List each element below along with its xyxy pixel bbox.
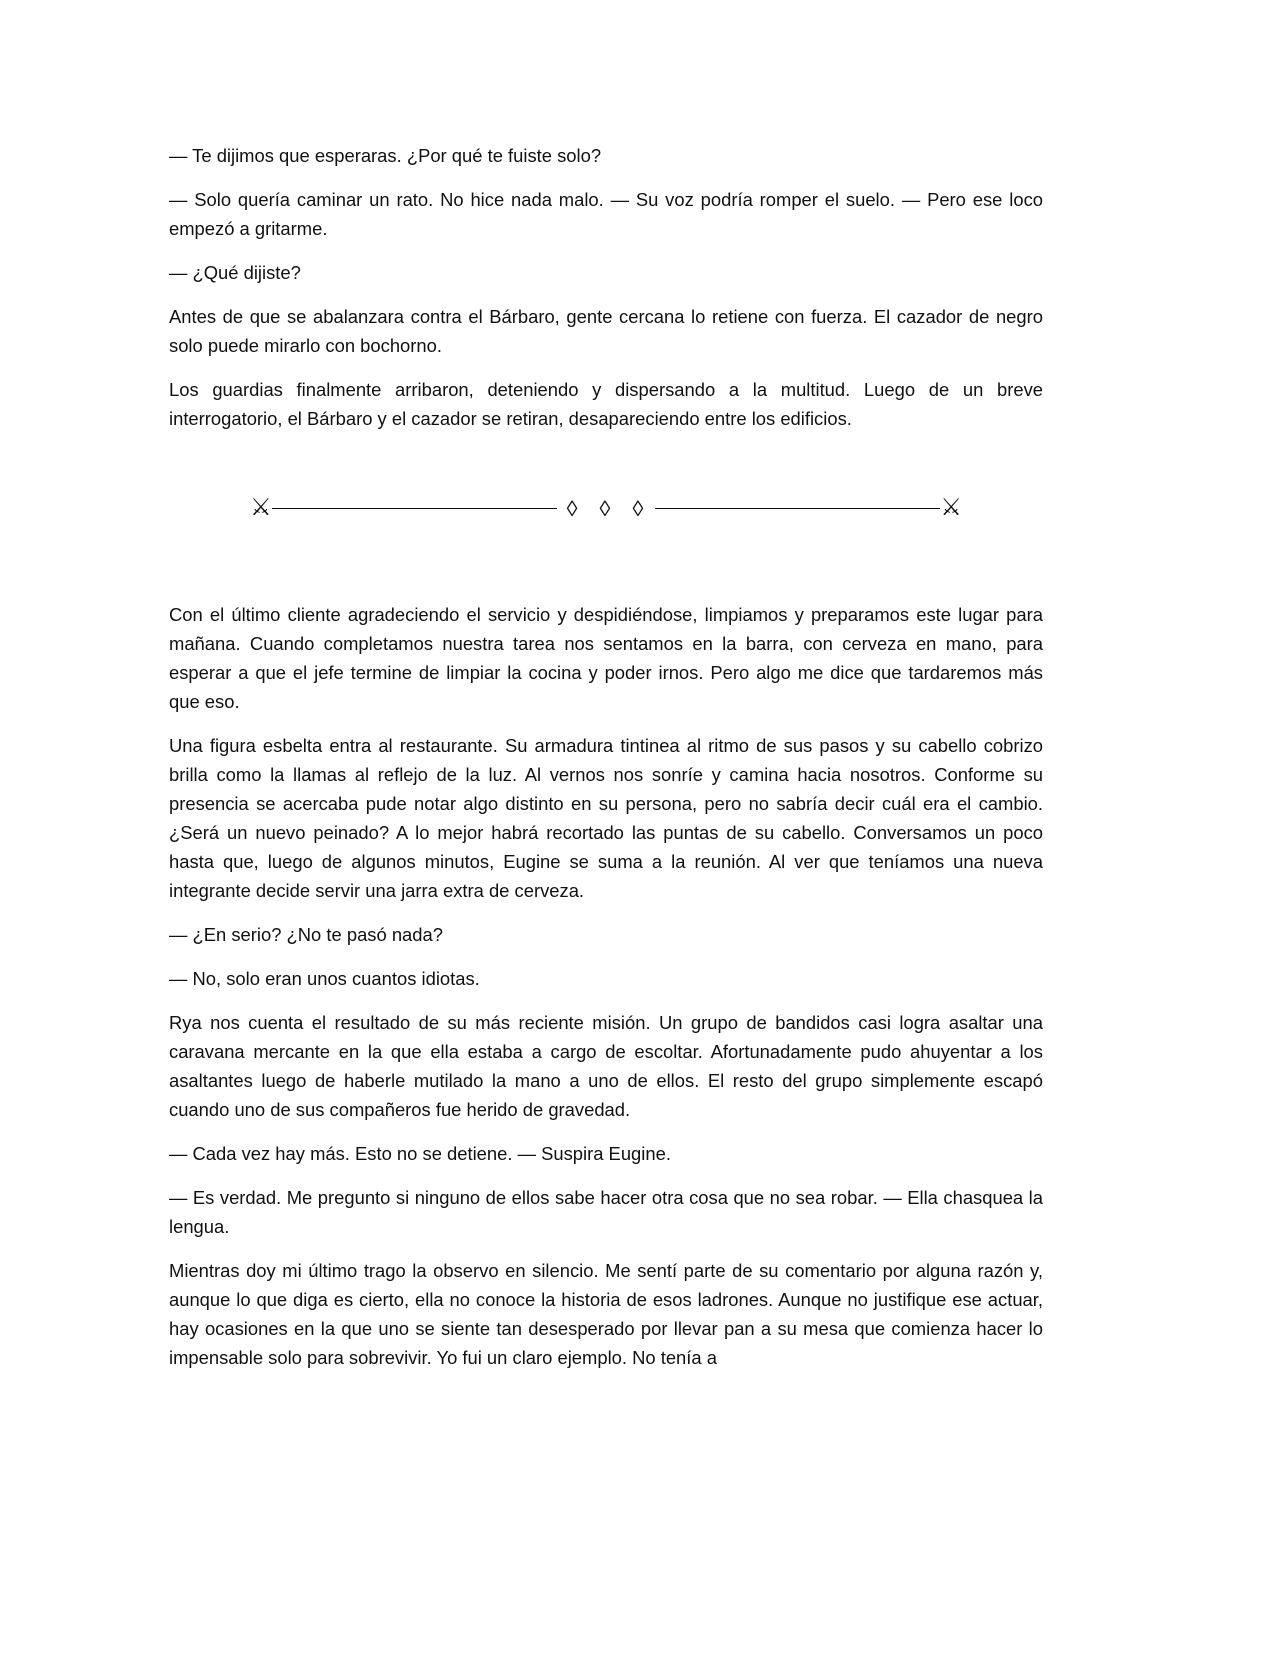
divider-line	[272, 508, 557, 509]
paragraph: Los guardias finalmente arribaron, deteniendo y dispersando a la multitud. Luego de un breve interrogatorio, el Bárbaro y el cazador se retiran, desapareciendo entre los edificios.	[169, 379, 1043, 429]
paragraph: Con el último cliente agradeciendo el servicio y despidiéndose, limpiamos y preparamos este lugar para mañana. Cuando completamos nuestra tarea nos sentamos en la barra, con cerveza en mano, para esperar a que el jefe termine de limpiar la cocina y poder irnos. Pero algo me dice que tardaremos más que eso.	[169, 604, 1043, 712]
paragraph: Mientras doy mi último trago la observo en silencio. Me sentí parte de su comentario por alguna razón y, aunque lo que diga es cierto, ella no conoce la historia de esos ladrones. Aunque no justifique ese actuar, hay ocasiones en la que uno se siente tan desesperado por llevar pan a su mesa que comienza hacer lo impensable solo para sobrevivir. Yo fui un claro ejemplo. No tenía a	[169, 1260, 1043, 1368]
paragraph: — Solo quería caminar un rato. No hice nada malo. — Su voz podría romper el suelo. — Pero ese loco empezó a gritarme.	[169, 189, 1043, 239]
paragraph: Rya nos cuenta el resultado de su más reciente misión. Un grupo de bandidos casi logra asaltar una caravana mercante en la que ella estaba a cargo de escoltar. Afortunadamente pudo ahuyentar a los asaltantes luego de haberle mutilado la mano a uno de ellos. El resto del grupo simplemente escapó cuando uno de sus compañeros fue herido de gravedad.	[169, 1012, 1043, 1120]
paragraph: — ¿Qué dijiste?	[169, 262, 301, 283]
diamond-ornament: ◊ ◊ ◊	[566, 495, 652, 521]
paragraph: — ¿En serio? ¿No te pasó nada?	[169, 924, 443, 945]
crossed-swords-icon: ⚔	[250, 494, 272, 521]
section-divider	[169, 488, 1043, 528]
paragraph: — Cada vez hay más. Esto no se detiene. — Suspira Eugine.	[169, 1143, 671, 1164]
document-page	[169, 141, 1043, 1387]
paragraph: — No, solo eran unos cuantos idiotas.	[169, 968, 480, 989]
paragraph: Una figura esbelta entra al restaurante. Su armadura tintinea al ritmo de sus pasos y su cabello cobrizo brilla como la llamas al reflejo de la luz. Al vernos nos sonríe y camina hacia nosotros. Conforme su presencia se acercaba pude notar algo distinto en su persona, pero no sabría decir cuál era el cambio. ¿Será un nuevo peinado? A lo mejor habrá recortado las puntas de su cabello. Conversamos un poco hasta que, luego de algunos minutos, Eugine se suma a la reunión. Al ver que teníamos una nueva integrante decide servir una jarra extra de cerveza.	[169, 735, 1043, 901]
paragraph: Antes de que se abalanzara contra el Bárbaro, gente cercana lo retiene con fuerza. El cazador de negro solo puede mirarlo con bochorno.	[169, 306, 1043, 356]
divider-line	[655, 508, 940, 509]
paragraph: — Te dijimos que esperaras. ¿Por qué te fuiste solo?	[169, 145, 602, 166]
paragraph: — Es verdad. Me pregunto si ninguno de ellos sabe hacer otra cosa que no sea robar. — Ella chasquea la lengua.	[169, 1187, 1043, 1237]
crossed-swords-icon: ⚔	[940, 494, 962, 521]
